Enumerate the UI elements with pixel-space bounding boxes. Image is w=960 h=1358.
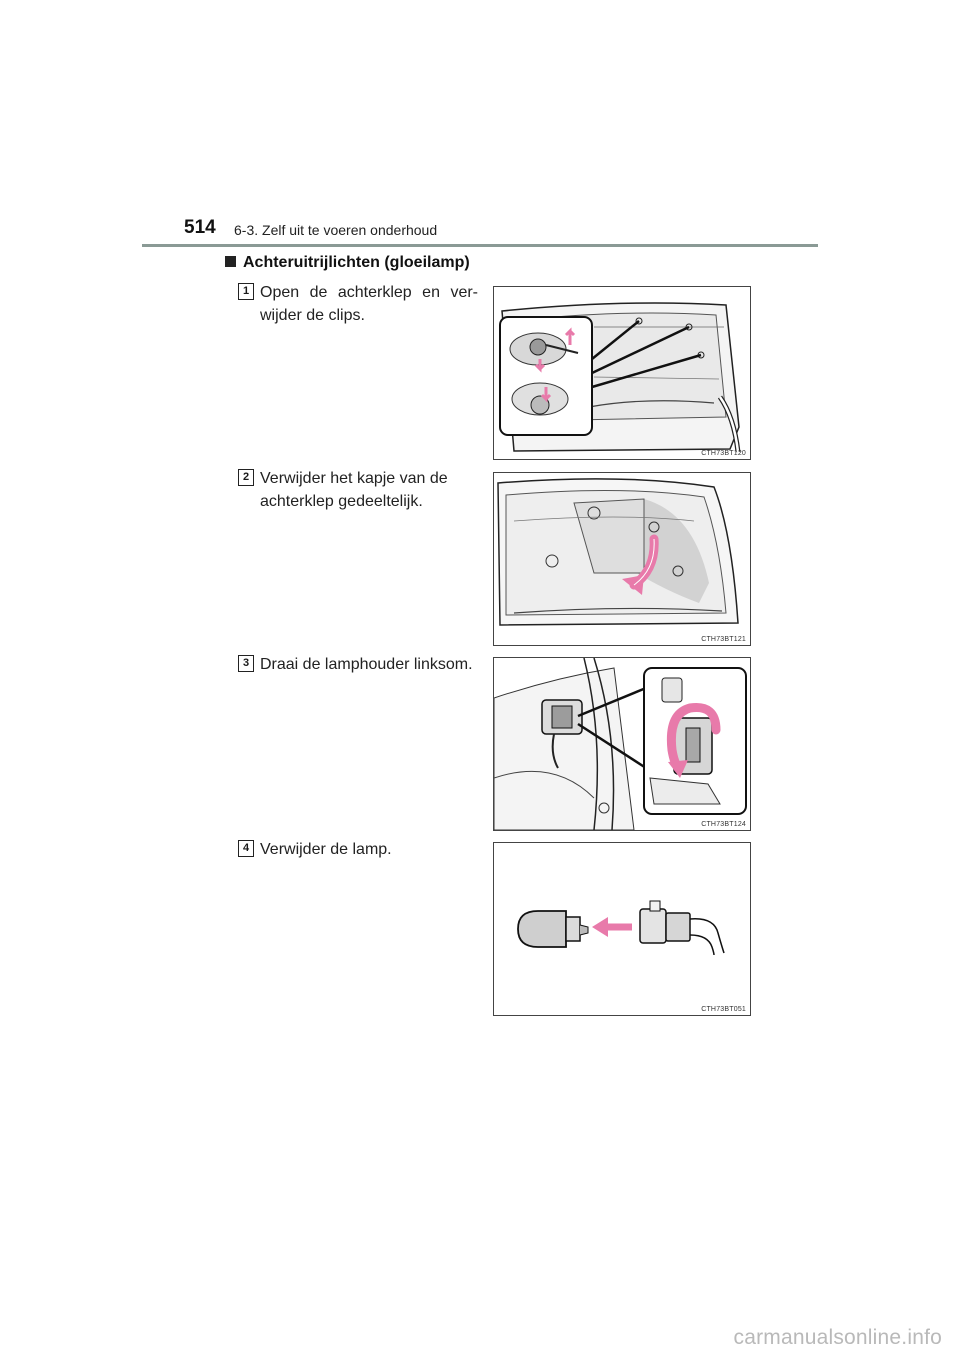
bullet-square-icon [225,256,236,267]
figure-4 [493,842,751,1016]
header-rule [142,244,818,247]
step-number-1: 1 [238,283,254,300]
figure-2 [493,472,751,646]
step-text-4: Verwijder de lamp. [260,841,392,858]
figure-code-1: CTH73BT120 [701,450,746,457]
figure-code-2: CTH73BT121 [701,636,746,643]
tailgate-cover-illustration [494,473,750,645]
step-text-3: Draai de lamphouder linksom. [260,656,473,673]
step-number-3: 3 [238,655,254,672]
watermark: carmanualsonline.info [733,1326,942,1349]
subheading [225,254,470,272]
step-text-2: Verwijder het kapje van de achterklep gedeeltelijk. [260,470,448,510]
figure-3 [493,657,751,831]
figure-1 [493,286,751,460]
page-number: 514 [184,217,216,238]
step-number-4: 4 [238,840,254,857]
tailgate-clips-illustration [494,287,750,459]
section-title: 6-3. Zelf uit te voeren onderhoud [234,222,438,238]
bulb-removal-illustration [494,843,750,1015]
step-text-1: Open de achterklep en ver- wijder de clips. [260,284,478,324]
lamp-holder-illustration [494,658,750,830]
figure-code-4: CTH73BT051 [701,1006,746,1013]
step-number-2: 2 [238,469,254,486]
figure-code-3: CTH73BT124 [701,821,746,828]
subheading-text: Achteruitrijlichten (gloeilamp) [243,254,470,271]
